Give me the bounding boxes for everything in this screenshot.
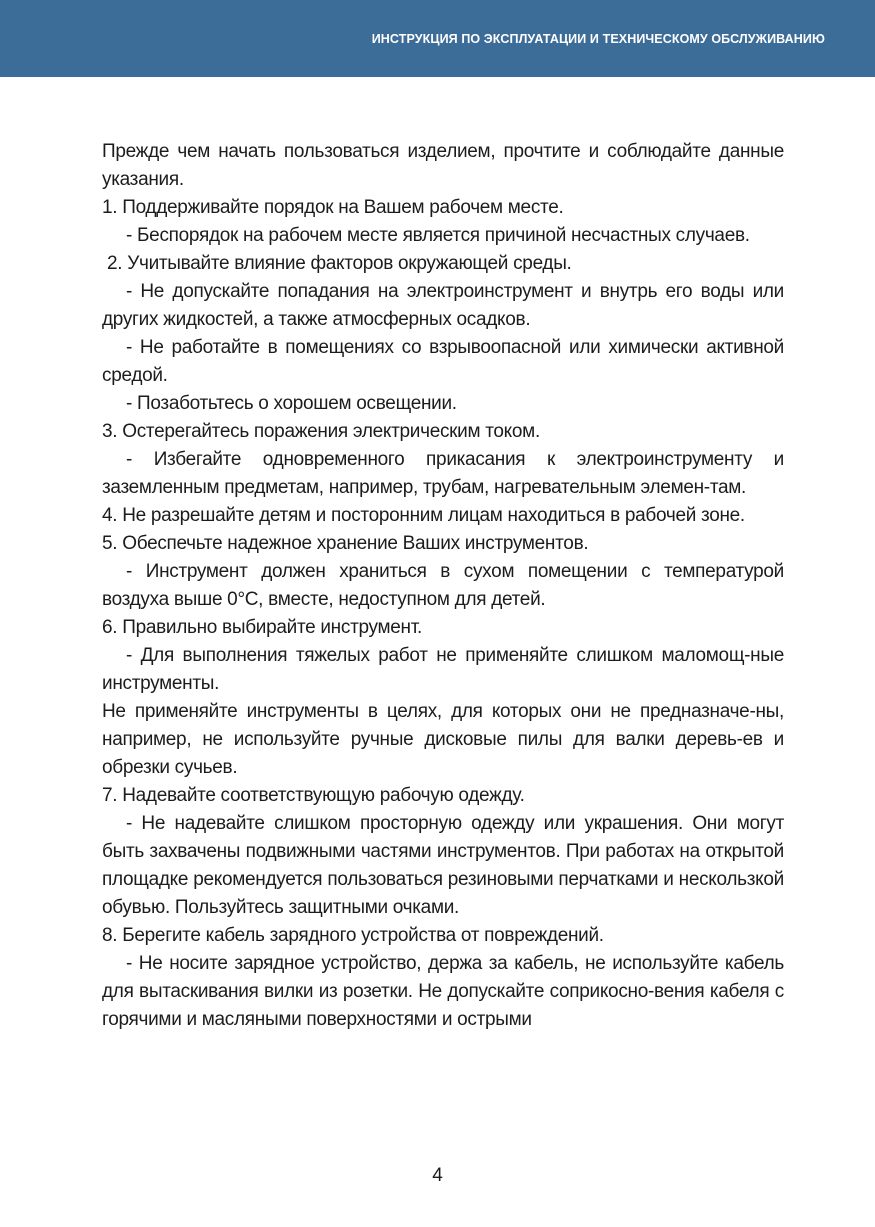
rule-8-heading: 8. Берегите кабель зарядного устройства от повреждений. (102, 925, 604, 946)
rule-1-heading: 1. Поддерживайте порядок на Вашем рабочем месте. (102, 197, 564, 218)
rule-4-heading: 4. Не разрешайте детям и посторонним лицам находиться в рабочей зоне. (102, 505, 745, 526)
rule-3-item: - Избегайте одновременного прикасания к электроинструменту и заземленным предметам, например, трубам, нагревательным элемен-там. (102, 449, 784, 498)
rule-2-item-3: - Позаботьтесь о хорошем освещении. (126, 393, 457, 414)
rule-2-item-1: - Не допускайте попадания на электроинструмент и внутрь его воды или других жидкостей, а также атмосферных осадков. (102, 281, 784, 330)
rule-3-heading: 3. Остерегайтесь поражения электрическим током. (102, 421, 540, 442)
rule-7-item: - Не надевайте слишком просторную одежду или украшения. Они могут быть захвачены подвижными частями инструментов. При работах на открытой площадке рекомендуется пользоваться резиновыми перчатками и нескользкой обувью. Пользуйтесь защитными очками. (102, 813, 784, 918)
rule-6-note: Не применяйте инструменты в целях, для которых они не предназначе-ны, например, не используйте ручные дисковые пилы для валки деревь-ев и обрезки сучьев. (102, 701, 784, 778)
rule-5-item: - Инструмент должен храниться в сухом помещении с температурой воздуха выше 0°С, вместе, недоступном для детей. (102, 561, 784, 610)
header-title: ИНСТРУКЦИЯ ПО ЭКСПЛУАТАЦИИ И ТЕХНИЧЕСКОМУ ОБСЛУЖИВАНИЮ (371, 32, 825, 46)
instruction-text (102, 138, 784, 1034)
rule-2-heading: 2. Учитывайте влияние факторов окружающей среды. (107, 253, 572, 274)
rule-8-item: - Не носите зарядное устройство, держа за кабель, не используйте кабель для вытаскивания вилки из розетки. Не допускайте соприкосно-вения кабеля с горячими и масляными поверхностями и острыми (102, 953, 784, 1030)
rule-7-heading: 7. Надевайте соответствующую рабочую одежду. (102, 785, 525, 806)
rule-2-item-2: - Не работайте в помещениях со взрывоопасной или химически активной средой. (102, 337, 784, 386)
page-number: 4 (432, 1165, 443, 1186)
header-band (0, 0, 875, 77)
rule-6-item: - Для выполнения тяжелых работ не применяйте слишком маломощ-ные инструменты. (102, 645, 784, 694)
rule-5-heading: 5. Обеспечьте надежное хранение Ваших инструментов. (102, 533, 589, 554)
rule-6-heading: 6. Правильно выбирайте инструмент. (102, 617, 423, 638)
rule-1-item: - Беспорядок на рабочем месте является причиной несчастных случаев. (126, 225, 750, 246)
intro-paragraph: Прежде чем начать пользоваться изделием, прочтите и соблюдайте данные указания. (102, 141, 784, 190)
